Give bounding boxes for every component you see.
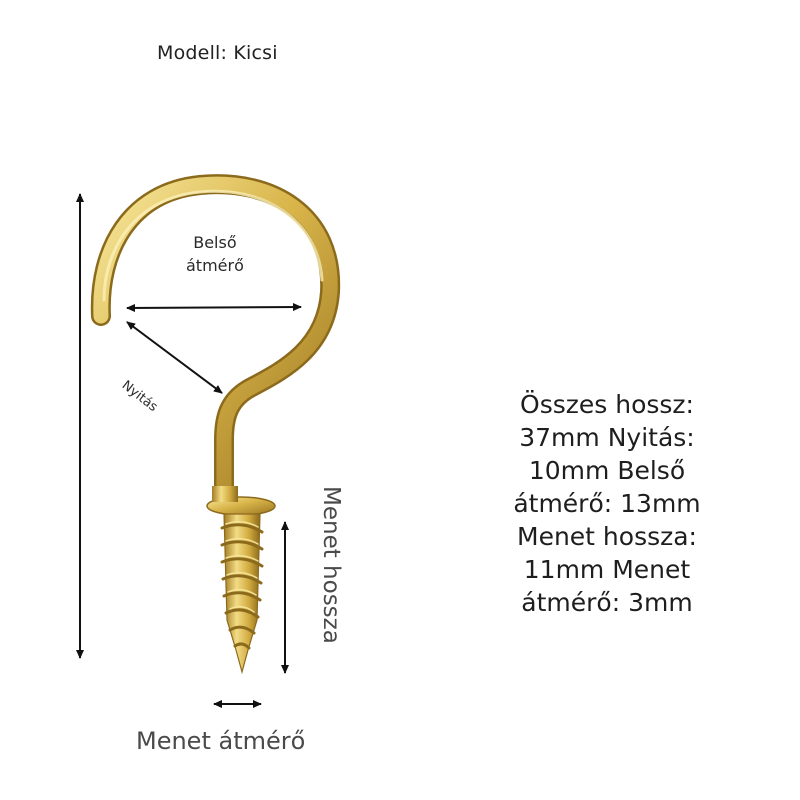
spec-block [488, 388, 726, 619]
spec-line: 11mm Menet [523, 555, 691, 584]
spec-line: Menet hossza: [517, 522, 697, 551]
opening-label: Nyitás [118, 378, 161, 415]
spec-line: Összes hossz: [520, 390, 694, 419]
thread-diameter-label: Menet átmérő [136, 727, 306, 755]
spec-line: átmérő: 13mm [513, 489, 701, 518]
spec-line: 10mm Belső [528, 456, 686, 485]
inner-diameter-label-line2: átmérő [186, 256, 244, 275]
spec-line: átmérő: 3mm [521, 588, 693, 617]
model-label: Modell: Kicsi [157, 42, 278, 64]
spec-line: 37mm Nyitás: [519, 423, 695, 452]
thread-length-label: Menet hossza [318, 486, 344, 644]
inner-diameter-label [186, 231, 244, 277]
opening-arrow [127, 322, 222, 393]
inner-diameter-arrow [127, 307, 301, 308]
inner-diameter-label-line1: Belső [193, 233, 237, 252]
